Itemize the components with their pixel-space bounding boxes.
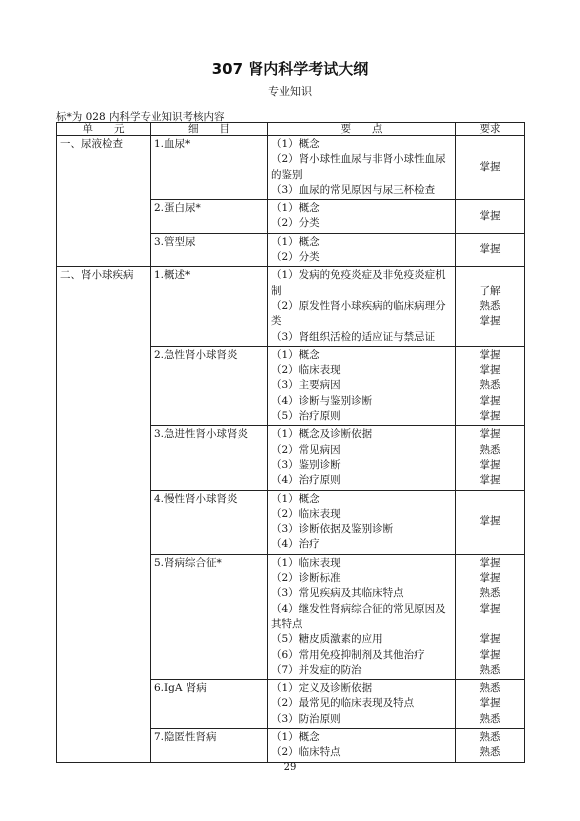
req-level: 掌握 — [479, 556, 501, 569]
point: （3）诊断依据及鉴别诊断 — [271, 523, 394, 536]
req-level: 熟悉 — [479, 746, 501, 759]
header-req: 要求 — [456, 123, 525, 136]
unit-name: 一、尿液检查 — [57, 136, 151, 267]
req-level: 掌握 — [479, 209, 501, 222]
table-row — [57, 136, 525, 200]
req-level: 掌握 — [479, 515, 501, 528]
item-points — [268, 728, 456, 762]
table-header-row — [57, 123, 525, 136]
table-row — [57, 267, 525, 346]
req-level: 熟悉 — [479, 587, 501, 600]
point: （1）概念 — [271, 492, 320, 505]
item-req — [456, 233, 525, 267]
point: （4）治疗原则 — [271, 474, 341, 487]
point: （4）继发性肾病综合征的常见原因及其特点 — [271, 602, 446, 630]
point: （2）临床特点 — [271, 746, 341, 759]
header-detail: 细 目 — [151, 123, 268, 136]
header-unit: 单 元 — [57, 123, 151, 136]
item-req — [456, 728, 525, 762]
item-title: 3.急进性肾小球肾炎 — [151, 426, 268, 490]
point: （1）概念及诊断依据 — [271, 428, 373, 441]
point: （2）分类 — [271, 251, 320, 264]
req-level: 掌握 — [479, 315, 501, 328]
req-level: 掌握 — [479, 410, 501, 423]
item-req — [456, 680, 525, 729]
item-req — [456, 346, 525, 425]
item-req — [456, 136, 525, 200]
point: （2）诊断标准 — [271, 572, 341, 585]
point: （3）常见疾病及其临床特点 — [271, 587, 404, 600]
item-points — [268, 200, 456, 234]
req-level: 熟悉 — [479, 443, 501, 456]
item-req — [456, 267, 525, 346]
page-number: 29 — [283, 762, 297, 773]
req-level: 了解 — [479, 284, 501, 297]
item-req — [456, 554, 525, 679]
point: （3）鉴别诊断 — [271, 458, 341, 471]
point: （1）概念 — [271, 730, 320, 743]
item-title: 6.IgA 肾病 — [151, 680, 268, 729]
point: （3）血尿的常见原因与尿三杯检查 — [271, 183, 436, 196]
req-level — [458, 617, 522, 632]
point: （1）概念 — [271, 138, 320, 150]
req-level: 掌握 — [479, 458, 501, 471]
req-level: 掌握 — [479, 243, 501, 256]
item-title: 1.血尿* — [151, 136, 268, 200]
item-points — [268, 426, 456, 490]
point: （1）概念 — [271, 348, 320, 361]
req-level: 熟悉 — [479, 682, 501, 695]
point: （1）发病的免疫炎症及非免疫炎症机制 — [271, 269, 446, 297]
document-subtitle: 专业知识 — [268, 85, 312, 98]
point: （1）临床表现 — [271, 556, 341, 569]
point: （2）临床表现 — [271, 507, 341, 520]
item-points — [268, 554, 456, 679]
req-level: 熟悉 — [479, 730, 501, 743]
item-req — [456, 200, 525, 234]
point: （1）概念 — [271, 202, 320, 215]
req-level: 熟悉 — [479, 379, 501, 392]
item-points — [268, 136, 456, 200]
req-level: 掌握 — [479, 648, 501, 661]
asterisk-note: 标*为 028 内科学专业知识考核内容 — [56, 111, 225, 123]
item-title: 7.隐匿性肾病 — [151, 728, 268, 762]
item-points — [268, 267, 456, 346]
req-level: 掌握 — [479, 394, 501, 407]
req-level: 掌握 — [479, 428, 501, 441]
point: （5）糖皮质激素的应用 — [271, 633, 383, 646]
point: （4）治疗 — [271, 538, 320, 551]
req-level: 熟悉 — [479, 299, 501, 312]
point: （2）原发性肾小球疾病的临床病理分类 — [271, 299, 446, 328]
item-points — [268, 233, 456, 267]
point: （6）常用免疫抑制剂及其他治疗 — [271, 648, 425, 661]
point: （2）常见病因 — [271, 443, 341, 456]
req-level: 掌握 — [479, 572, 501, 585]
item-points — [268, 346, 456, 425]
point: （1）概念 — [271, 235, 320, 248]
item-title: 2.急性肾小球肾炎 — [151, 346, 268, 425]
point: （2）肾小球性血尿与非肾小球性血尿的鉴别 — [271, 153, 446, 181]
point: （4）诊断与鉴别诊断 — [271, 394, 373, 407]
point: （2）临床表现 — [271, 364, 341, 377]
point: （3）主要病因 — [271, 379, 341, 392]
header-points: 要 点 — [268, 123, 456, 136]
req-level: 掌握 — [479, 160, 501, 173]
req-level: 掌握 — [479, 633, 501, 646]
item-req — [456, 490, 525, 554]
item-req — [456, 426, 525, 490]
unit-name: 二、肾小球疾病 — [57, 267, 151, 762]
item-title: 1.概述* — [151, 267, 268, 346]
document-title: 307 肾内科学考试大纲 — [211, 60, 369, 78]
point: （7）并发症的防治 — [271, 663, 362, 676]
point: （3）防治原则 — [271, 712, 341, 725]
point: （1）定义及诊断依据 — [271, 682, 373, 695]
req-level: 掌握 — [479, 348, 501, 361]
syllabus-table — [56, 122, 525, 763]
req-level: 掌握 — [479, 364, 501, 377]
item-title: 4.慢性肾小球肾炎 — [151, 490, 268, 554]
req-level: 掌握 — [479, 474, 501, 487]
point: （2）分类 — [271, 217, 320, 230]
req-level: 掌握 — [479, 602, 501, 615]
req-level: 掌握 — [479, 697, 501, 710]
point: （3）肾组织活检的适应证与禁忌证 — [271, 330, 436, 343]
item-title: 3.管型尿 — [151, 233, 268, 267]
point: （5）治疗原则 — [271, 410, 341, 423]
item-points — [268, 680, 456, 729]
point: （2）最常见的临床表现及特点 — [271, 697, 415, 710]
req-level: 熟悉 — [479, 712, 501, 725]
item-title: 5.肾病综合征* — [151, 554, 268, 679]
item-points — [268, 490, 456, 554]
req-level: 熟悉 — [479, 663, 501, 676]
item-title: 2.蛋白尿* — [151, 200, 268, 234]
